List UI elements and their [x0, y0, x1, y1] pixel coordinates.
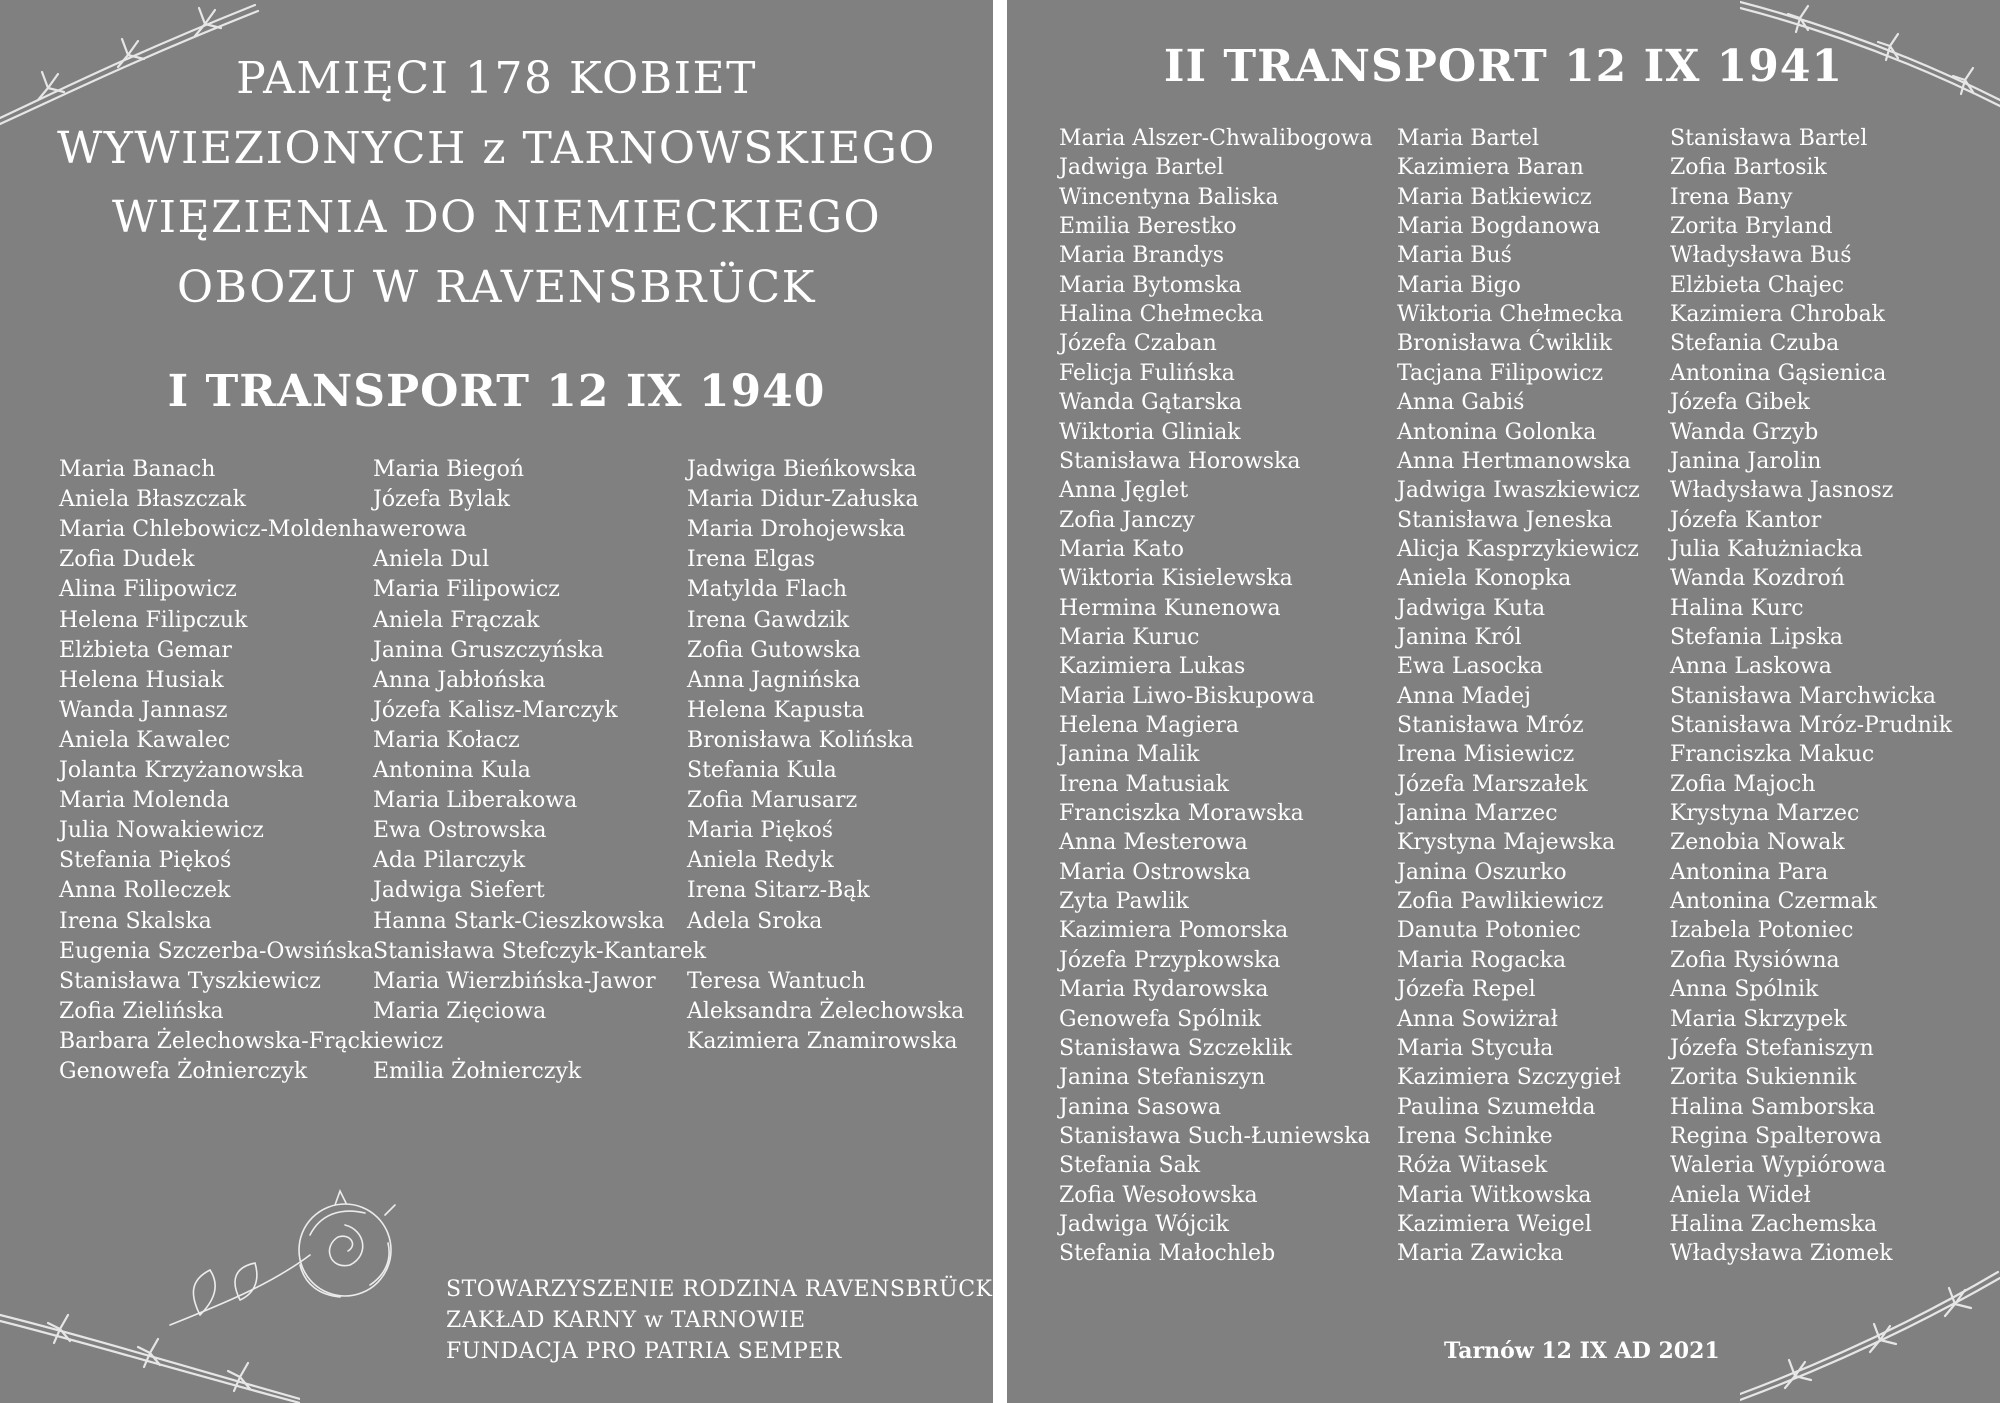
prisoner-name: Franciszka Morawska — [1059, 801, 1304, 827]
first-transport-title: I TRANSPORT 12 IX 1940 — [167, 366, 826, 417]
prisoner-name: Zofia Bartosik — [1670, 155, 1827, 181]
prisoner-name: Stanisława Stefczyk-Kantarek — [373, 938, 707, 964]
organizer-line: FUNDACJA PRO PATRIA SEMPER — [446, 1339, 842, 1364]
prisoner-name: Anna Madej — [1397, 683, 1531, 709]
prisoner-name: Stanisława Tyszkiewicz — [59, 968, 321, 994]
prisoner-name: Maria Kołacz — [373, 727, 520, 753]
prisoner-name: Halina Kurc — [1670, 595, 1804, 621]
prisoner-name: Maria Skrzypek — [1670, 1006, 1847, 1032]
prisoner-name: Irena Misiewicz — [1397, 742, 1575, 768]
prisoner-name: Jadwiga Kuta — [1397, 595, 1546, 621]
prisoner-name: Maria Zawicka — [1397, 1241, 1564, 1267]
prisoner-name: Stefania Sak — [1059, 1153, 1201, 1179]
prisoner-name: Zofia Pawlikiewicz — [1397, 889, 1604, 915]
prisoner-name: Anna Sowiżrał — [1397, 1006, 1558, 1032]
prisoner-name: Maria Banach — [59, 457, 216, 482]
prisoner-name: Maria Liberakowa — [373, 788, 578, 814]
prisoner-name: Zorita Bryland — [1670, 214, 1833, 240]
prisoner-name: Ada Pilarczyk — [373, 848, 526, 874]
prisoner-name: Maria Filipowicz — [373, 577, 560, 603]
prisoner-name: Danuta Potoniec — [1397, 918, 1581, 944]
prisoner-name: Władysława Ziomek — [1670, 1241, 1893, 1267]
dedication-date: Tarnów 12 IX AD 2021 — [1444, 1338, 1720, 1364]
prisoner-name: Irena Matusiak — [1059, 771, 1229, 797]
prisoner-name: Jadwiga Iwaszkiewicz — [1397, 478, 1640, 504]
prisoner-name: Maria Biegoń — [373, 457, 525, 482]
prisoner-name: Maria Stycuła — [1397, 1035, 1554, 1061]
prisoner-name: Stefania Kula — [687, 758, 837, 783]
prisoner-name: Maria Witkowska — [1397, 1182, 1592, 1208]
prisoner-name: Alicja Kasprzykiewicz — [1397, 536, 1639, 562]
prisoner-name: Zofia Majoch — [1670, 771, 1816, 797]
prisoner-name: Alina Filipowicz — [59, 577, 237, 603]
prisoner-name: Maria Zięciowa — [373, 998, 547, 1024]
prisoner-name: Wiktoria Gliniak — [1059, 419, 1241, 445]
prisoner-name: Kazimiera Weigel — [1397, 1211, 1592, 1237]
prisoner-name: Halina Samborska — [1670, 1094, 1876, 1120]
prisoner-name: Kazimiera Znamirowska — [687, 1028, 958, 1054]
prisoner-name: Irena Bany — [1670, 184, 1793, 210]
prisoner-name: Helena Husiak — [59, 667, 224, 693]
prisoner-name: Zofia Zielińska — [59, 998, 224, 1024]
prisoner-name: Maria Ostrowska — [1059, 859, 1251, 885]
prisoner-name: Róża Witasek — [1397, 1153, 1548, 1179]
prisoner-name: Stanisława Horowska — [1059, 448, 1301, 474]
prisoner-name: Irena Skalska — [59, 908, 212, 934]
prisoner-name: Maria Bartel — [1397, 126, 1540, 151]
prisoner-name: Maria Bogdanowa — [1397, 214, 1601, 240]
prisoner-name: Maria Rydarowska — [1059, 977, 1269, 1003]
prisoner-name: Józefa Czaban — [1059, 331, 1217, 357]
memorial-heading-line: OBOZU W RAVENSBRÜCK — [177, 262, 816, 313]
prisoner-name: Halina Chełmecka — [1059, 302, 1264, 328]
prisoner-name: Irena Schinke — [1397, 1123, 1553, 1149]
prisoner-name: Zofia Gutowska — [687, 637, 861, 663]
prisoner-name: Wanda Gątarska — [1059, 390, 1243, 416]
prisoner-name: Wanda Grzyb — [1670, 419, 1819, 445]
prisoner-name: Janina Marzec — [1397, 801, 1558, 827]
prisoner-name: Jadwiga Bieńkowska — [687, 457, 917, 482]
prisoner-name: Józefa Marszałek — [1397, 771, 1588, 797]
second-transport-title: II TRANSPORT 12 IX 1941 — [1163, 41, 1844, 92]
prisoner-name: Kazimiera Szczygieł — [1397, 1065, 1621, 1091]
prisoner-name: Antonina Kula — [373, 758, 531, 783]
prisoner-name: Jadwiga Bartel — [1059, 155, 1224, 181]
organizer-line: STOWARZYSZENIE RODZINA RAVENSBRÜCK — [446, 1277, 993, 1302]
prisoner-name: Emilia Żołnierczyk — [373, 1059, 582, 1084]
prisoner-name: Jolanta Krzyżanowska — [59, 758, 304, 783]
prisoner-name: Irena Elgas — [687, 547, 816, 573]
prisoner-name: Zofia Dudek — [59, 547, 195, 573]
prisoner-name: Kazimiera Baran — [1397, 155, 1584, 181]
prisoner-name: Genowefa Żołnierczyk — [59, 1059, 308, 1084]
rose-icon — [160, 1185, 420, 1335]
prisoner-name: Elżbieta Chajec — [1670, 272, 1845, 298]
prisoner-name: Ewa Lasocka — [1397, 654, 1544, 680]
prisoner-name: Matylda Flach — [687, 577, 848, 603]
prisoner-name: Maria Kuruc — [1059, 624, 1200, 650]
prisoner-name: Emilia Berestko — [1059, 214, 1237, 240]
prisoner-name: Helena Filipczuk — [59, 607, 248, 633]
prisoner-name: Anna Jęglet — [1059, 478, 1189, 504]
prisoner-name: Wiktoria Chełmecka — [1397, 302, 1624, 328]
prisoner-name: Zenobia Nowak — [1670, 830, 1845, 856]
prisoner-name: Stanisława Jeneska — [1397, 507, 1613, 533]
prisoner-name: Krystyna Majewska — [1397, 830, 1616, 856]
prisoner-name: Józefa Stefaniszyn — [1670, 1035, 1874, 1061]
prisoner-name: Zorita Sukiennik — [1670, 1065, 1857, 1091]
prisoner-name: Józefa Gibek — [1670, 390, 1810, 416]
prisoner-name: Bronisława Ćwiklik — [1397, 331, 1613, 357]
prisoner-name: Franciszka Makuc — [1670, 742, 1875, 768]
prisoner-name: Eugenia Szczerba-Owsińska — [59, 938, 374, 964]
prisoner-name: Waleria Wypiórowa — [1670, 1153, 1887, 1179]
prisoner-name: Maria Chlebowicz-Moldenhawerowa — [59, 517, 467, 543]
prisoner-name: Adela Sroka — [687, 908, 823, 934]
prisoner-name: Józefa Kalisz-Marczyk — [373, 697, 618, 723]
organizer-line: ZAKŁAD KARNY w TARNOWIE — [446, 1308, 806, 1333]
prisoner-name: Stanisława Such-Łuniewska — [1059, 1123, 1371, 1149]
memorial-heading-line: WIĘZIENIA DO NIEMIECKIEGO — [111, 192, 882, 243]
prisoner-name: Kazimiera Chrobak — [1670, 302, 1886, 328]
prisoner-name: Anna Mesterowa — [1059, 830, 1248, 856]
prisoner-name: Antonina Czermak — [1670, 889, 1877, 915]
prisoner-name: Władysława Buś — [1670, 243, 1852, 269]
prisoner-name: Wanda Jannasz — [59, 697, 228, 723]
prisoner-name: Paulina Szumełda — [1397, 1094, 1596, 1120]
prisoner-name: Halina Zachemska — [1670, 1211, 1878, 1237]
prisoner-name: Józefa Repel — [1397, 977, 1536, 1003]
prisoner-name: Józefa Przypkowska — [1059, 947, 1281, 973]
prisoner-name: Zofia Marusarz — [687, 788, 858, 814]
memorial-heading-line: WYWIEZIONYCH z TARNOWSKIEGO — [57, 123, 936, 174]
prisoner-name: Julia Kałużniacka — [1670, 536, 1863, 562]
prisoner-name: Anna Spólnik — [1670, 977, 1819, 1003]
prisoner-name: Genowefa Spólnik — [1059, 1006, 1262, 1032]
prisoner-name: Maria Piękoś — [687, 818, 834, 844]
prisoner-name: Maria Bigo — [1397, 272, 1521, 298]
prisoner-name: Antonina Gąsienica — [1670, 360, 1887, 386]
prisoner-name: Stanisława Mróz — [1397, 713, 1584, 738]
prisoner-name: Stanisława Bartel — [1670, 126, 1868, 151]
prisoner-name: Janina Jarolin — [1670, 448, 1822, 474]
prisoner-name: Wincentyna Baliska — [1059, 184, 1279, 210]
prisoner-name: Hanna Stark-Cieszkowska — [373, 908, 665, 934]
prisoner-name: Anna Rolleczek — [59, 878, 231, 904]
prisoner-name: Anna Jabłońska — [373, 667, 546, 693]
prisoner-name: Józefa Kantor — [1670, 507, 1822, 533]
prisoner-name: Jadwiga Siefert — [373, 878, 545, 904]
memorial-heading-line: PAMIĘCI 178 KOBIET — [236, 53, 757, 104]
prisoner-name: Maria Kato — [1059, 536, 1184, 562]
prisoner-name: Aniela Kawalec — [59, 727, 231, 753]
prisoner-name: Wanda Kozdroń — [1670, 566, 1845, 592]
prisoner-name: Maria Batkiewicz — [1397, 184, 1592, 210]
prisoner-name: Stanisława Szczeklik — [1059, 1035, 1293, 1061]
prisoner-name: Regina Spalterowa — [1670, 1123, 1882, 1149]
prisoner-name: Maria Brandys — [1059, 243, 1225, 269]
right-plaque — [1007, 0, 2000, 1403]
prisoner-name: Jadwiga Wójcik — [1059, 1211, 1229, 1237]
prisoner-name: Julia Nowakiewicz — [59, 818, 264, 844]
prisoner-name: Aniela Błaszczak — [59, 487, 246, 513]
prisoner-name: Barbara Żelechowska-Frąckiewicz — [59, 1028, 444, 1054]
prisoner-name: Maria Molenda — [59, 788, 230, 814]
prisoner-name: Irena Sitarz-Bąk — [687, 878, 870, 904]
prisoner-name: Janina Stefaniszyn — [1059, 1065, 1266, 1091]
prisoner-name: Maria Buś — [1397, 243, 1512, 269]
prisoner-name: Józefa Bylak — [373, 487, 511, 513]
prisoner-name: Stefania Lipska — [1670, 624, 1843, 650]
prisoner-name: Stefania Małochleb — [1059, 1241, 1276, 1267]
prisoner-name: Irena Gawdzik — [687, 607, 850, 633]
prisoner-name: Maria Rogacka — [1397, 947, 1567, 973]
prisoner-name: Aniela Dul — [373, 547, 490, 573]
prisoner-name: Izabela Potoniec — [1670, 918, 1854, 944]
barbed-wire-icon — [1740, 1270, 2000, 1403]
prisoner-name: Stanisława Mróz-Prudnik — [1670, 713, 1953, 738]
prisoner-name: Aniela Konopka — [1397, 566, 1572, 592]
prisoner-name: Felicja Fulińska — [1059, 360, 1235, 386]
prisoner-name: Maria Drohojewska — [687, 517, 906, 543]
prisoner-name: Bronisława Kolińska — [687, 727, 914, 753]
prisoner-name: Anna Hertmanowska — [1397, 448, 1631, 474]
prisoner-name: Maria Wierzbińska-Jawor — [373, 968, 656, 994]
prisoner-name: Aleksandra Żelechowska — [687, 998, 965, 1024]
prisoner-name: Wiktoria Kisielewska — [1059, 566, 1293, 592]
prisoner-name: Janina Malik — [1059, 742, 1200, 768]
prisoner-name: Helena Kapusta — [687, 697, 865, 723]
prisoner-name: Anna Laskowa — [1670, 654, 1832, 680]
prisoner-name: Hermina Kunenowa — [1059, 595, 1281, 621]
prisoner-name: Antonina Para — [1670, 859, 1829, 885]
prisoner-name: Antonina Golonka — [1397, 419, 1597, 445]
prisoner-name: Elżbieta Gemar — [59, 637, 232, 663]
prisoner-name: Ewa Ostrowska — [373, 818, 547, 844]
prisoner-name: Krystyna Marzec — [1670, 801, 1860, 827]
prisoner-name: Anna Gabiś — [1397, 390, 1525, 416]
prisoner-name: Zofia Wesołowska — [1059, 1182, 1258, 1208]
prisoner-name: Kazimiera Pomorska — [1059, 918, 1289, 944]
prisoner-name: Zofia Janczy — [1059, 507, 1195, 533]
prisoner-name: Aniela Frączak — [373, 607, 540, 633]
prisoner-name: Maria Alszer-Chwalibogowa — [1059, 126, 1373, 151]
prisoner-name: Kazimiera Lukas — [1059, 654, 1246, 680]
prisoner-name: Janina Gruszczyńska — [373, 637, 604, 663]
prisoner-name: Stanisława Marchwicka — [1670, 683, 1936, 709]
prisoner-name: Teresa Wantuch — [687, 968, 866, 994]
prisoner-name: Stefania Czuba — [1670, 331, 1840, 357]
prisoner-name: Anna Jagnińska — [687, 667, 861, 693]
prisoner-name: Zyta Pawlik — [1059, 889, 1189, 915]
prisoner-name: Janina Sasowa — [1059, 1094, 1222, 1120]
prisoner-name: Janina Oszurko — [1397, 859, 1567, 885]
prisoner-name: Stefania Piękoś — [59, 848, 232, 874]
prisoner-name: Aniela Redyk — [687, 848, 834, 874]
prisoner-name: Aniela Wideł — [1670, 1182, 1811, 1208]
prisoner-name: Zofia Rysiówna — [1670, 947, 1840, 973]
prisoner-name: Maria Liwo-Biskupowa — [1059, 683, 1315, 709]
left-plaque — [0, 0, 993, 1403]
prisoner-name: Helena Magiera — [1059, 713, 1239, 738]
prisoner-name: Władysława Jasnosz — [1670, 478, 1894, 504]
prisoner-name: Tacjana Filipowicz — [1397, 360, 1604, 386]
prisoner-name: Maria Didur-Załuska — [687, 487, 919, 513]
prisoner-name: Janina Król — [1397, 624, 1522, 650]
prisoner-name: Maria Bytomska — [1059, 272, 1242, 298]
